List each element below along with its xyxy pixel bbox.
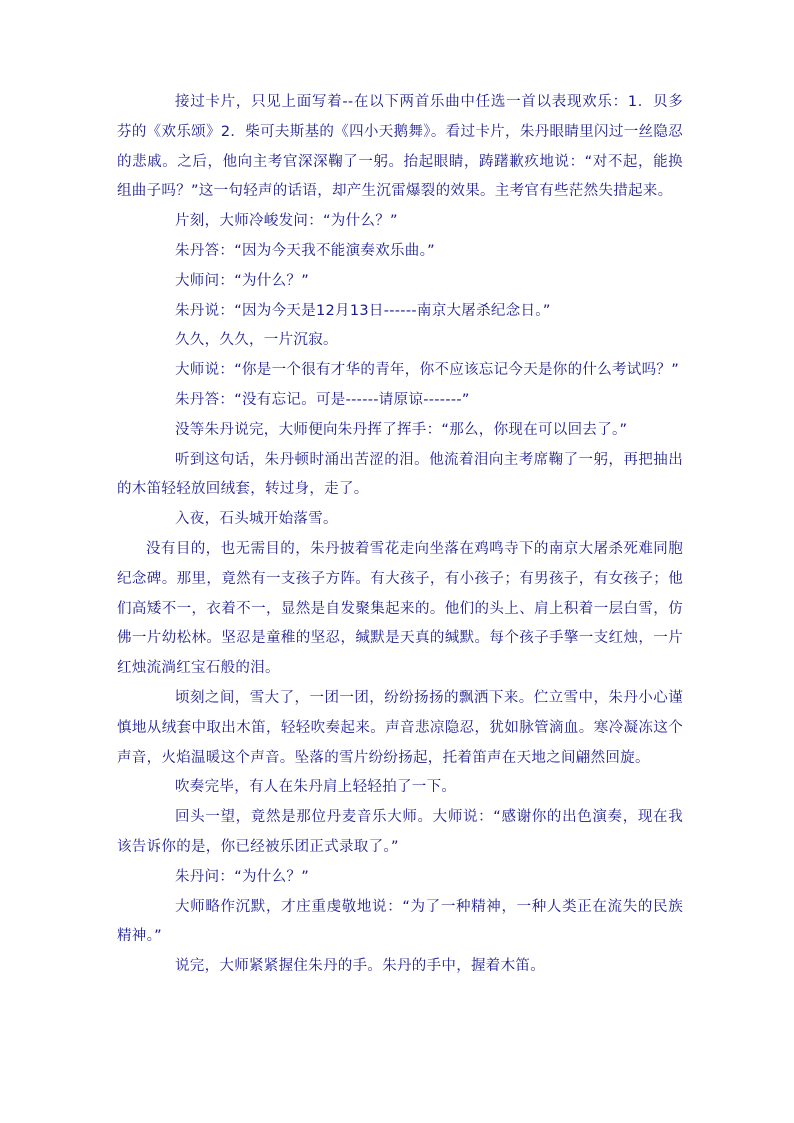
paragraph: 久久，久久，一片沉寂。 <box>175 332 338 349</box>
document-page <box>117 88 683 982</box>
paragraph: 朱丹答：“没有忘记。可是------请原谅-------” <box>175 391 470 408</box>
paragraph: 朱丹说：“因为今天是12月13日------南京大屠杀纪念日。” <box>175 302 551 319</box>
paragraph: 顷刻之间，雪大了，一团一团，纷纷扬扬的飘洒下来。伫立雪中，朱丹小心谨慎地从绒套中取出木笛，轻轻吹奏起来。声音悲凉隐忍，犹如脉管滴血。寒冷凝冻这个声音，火焰温暖这个声音。坠落的雪片纷纷扬起，托着笛声在天地之间翩然回旋。 <box>117 689 683 766</box>
paragraph: 没等朱丹说完，大师便向朱丹挥了挥手：“那么，你现在可以回去了。” <box>175 421 628 438</box>
paragraph: 说完，大师紧紧握住朱丹的手。朱丹的手中，握着木笛。 <box>175 958 545 975</box>
paragraph: 吹奏完毕，有人在朱丹肩上轻轻拍了一下。 <box>175 779 457 796</box>
paragraph: 回头一望，竟然是那位丹麦音乐大师。大师说：“感谢你的出色演奏，现在我该告诉你的是，你已经被乐团正式录取了。” <box>117 809 683 855</box>
paragraph: 朱丹答：“因为今天我不能演奏欢乐曲。” <box>175 242 435 259</box>
paragraph: 大师略作沉默，才庄重虔敬地说：“为了一种精神，一种人类正在流失的民族精神。” <box>117 898 683 945</box>
paragraph: 接过卡片，只见上面写着--在以下两首乐曲中任选一首以表现欢乐：1．贝多芬的《欢乐颂》2．柴可夫斯基的《四小天鹅舞》。看过卡片，朱丹眼睛里闪过一丝隐忍的悲戚。之后，他向主考官深深鞠了一躬。抬起眼睛，踌躇歉疚地说：“对不起，能换组曲子吗？”这一句轻声的话语，却产生沉雷爆裂的效果。主考官有些茫然失措起来。 <box>117 94 683 200</box>
paragraph: 没有目的，也无需目的，朱丹披着雪花走向坐落在鸡鸣寺下的南京大屠杀死难同胞纪念碑。那里，竟然有一支孩子方阵。有大孩子，有小孩子；有男孩子，有女孩子；他们高矮不一，衣着不一，显然是自发聚集起来的。他们的头上、肩上积着一层白雪，仿佛一片幼松林。坚忍是童稚的坚忍，缄默是天真的缄默。每个孩子手擎一支红烛，一片红烛流淌红宝石般的泪。 <box>117 540 683 677</box>
paragraph: 大师说：“你是一个很有才华的青年，你不应该忘记今天是你的什么考试吗？” <box>175 362 680 379</box>
paragraph: 朱丹问：“为什么？” <box>175 868 310 885</box>
paragraph: 入夜，石头城开始落雪。 <box>175 511 338 528</box>
paragraph: 片刻，大师冷峻发问：“为什么？” <box>175 213 398 230</box>
paragraph: 大师问：“为什么？” <box>175 272 310 289</box>
paragraph: 听到这句话，朱丹顿时涌出苦涩的泪。他流着泪向主考席鞠了一躬，再把抽出的木笛轻轻放回绒套，转过身，走了。 <box>117 451 683 498</box>
